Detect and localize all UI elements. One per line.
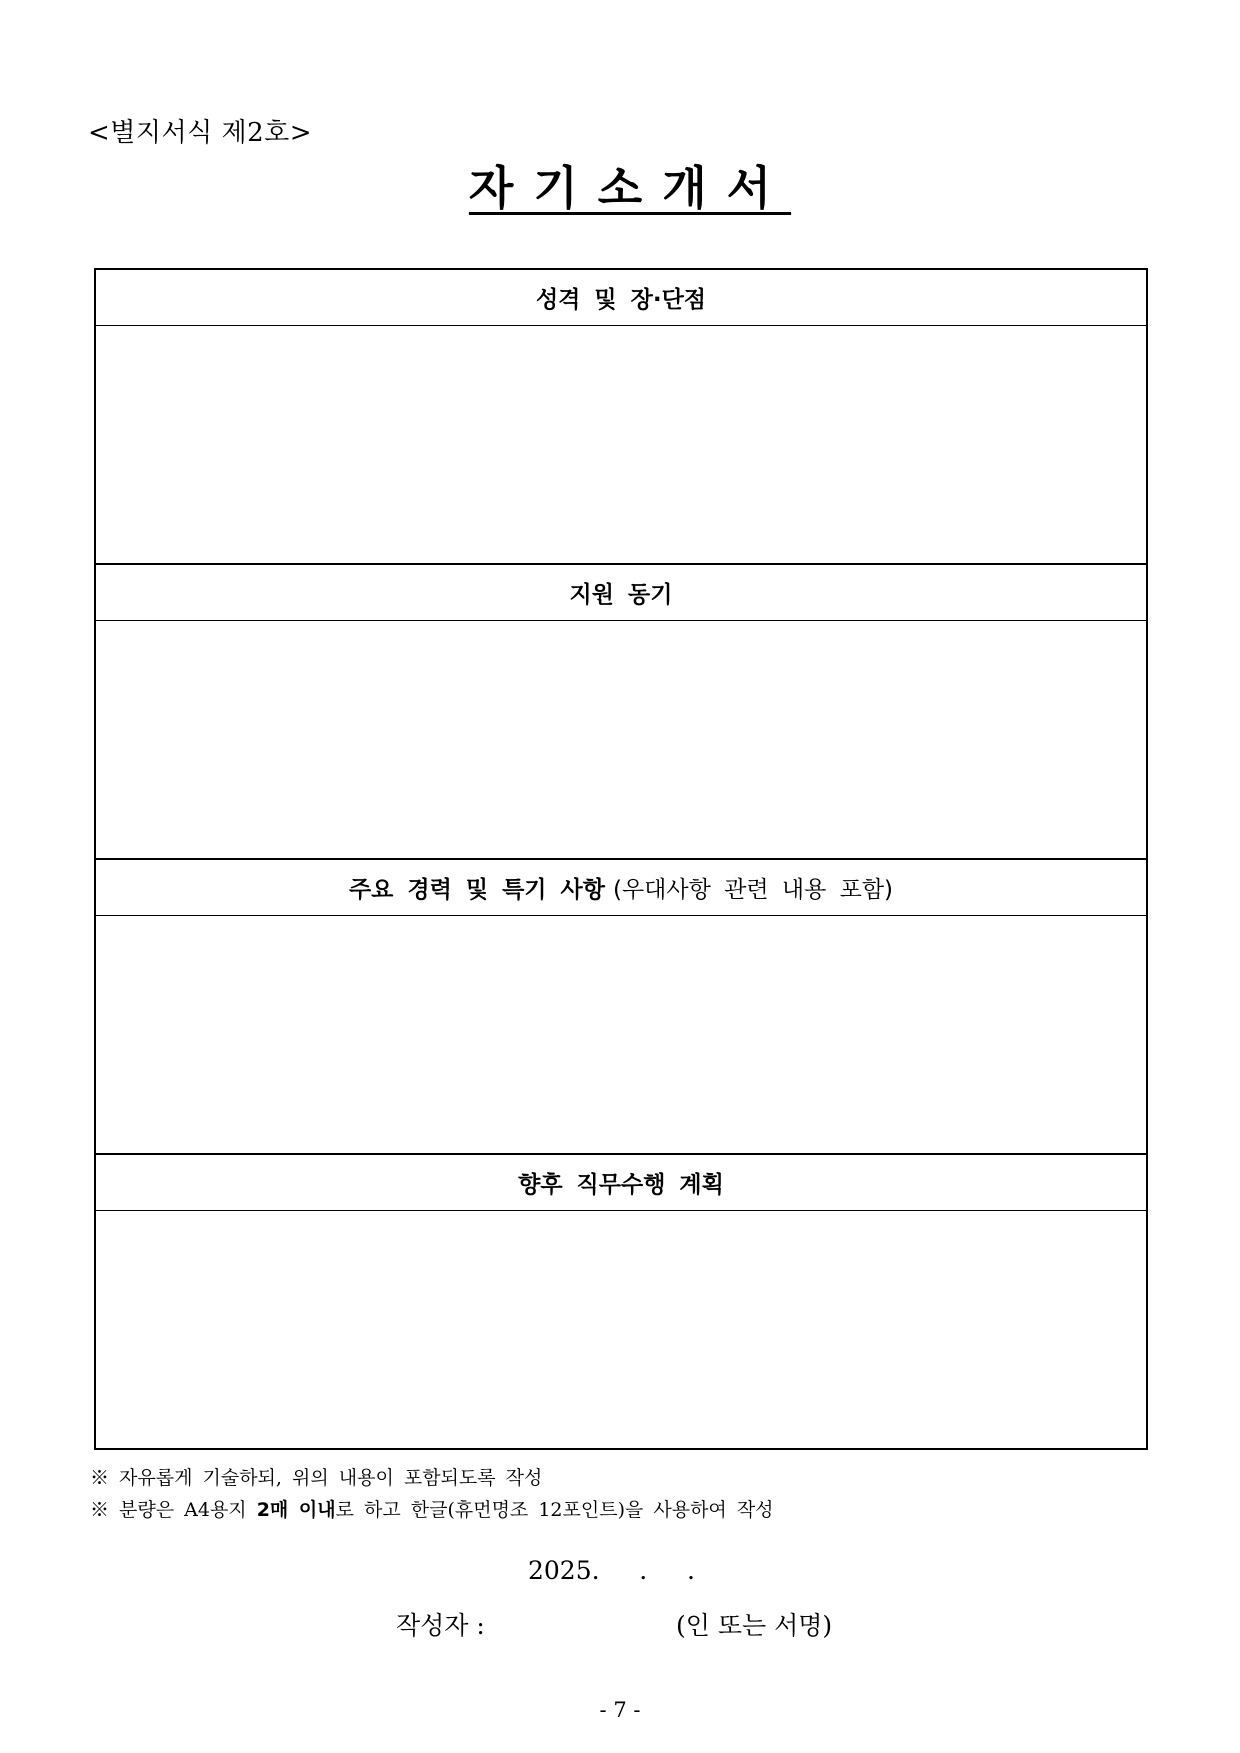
instruction-notes	[90, 1462, 774, 1526]
section-future-plan	[96, 1155, 1146, 1448]
form-number: <별지서식 제2호>	[88, 118, 313, 148]
document-title: 자기소개서	[468, 161, 792, 215]
note-text: 로 하고 한글(휴먼명조 12포인트)을 사용하여 작성	[335, 1499, 774, 1521]
section-title: 지원 동기	[569, 582, 673, 608]
section-body-future-plan[interactable]	[96, 1211, 1146, 1448]
section-motivation	[96, 565, 1146, 860]
section-body-experience[interactable]	[96, 916, 1146, 1153]
signer-line	[396, 1606, 832, 1642]
seal-label: (인 또는 서명)	[676, 1611, 833, 1640]
section-body-motivation[interactable]	[96, 621, 1146, 858]
self-introduction-table	[94, 268, 1148, 1450]
note-emphasis: 2매 이내	[256, 1499, 336, 1521]
section-header	[96, 860, 1146, 916]
section-body-personality[interactable]	[96, 326, 1146, 563]
note-line	[90, 1494, 774, 1526]
note-line: ※ 자유롭게 기술하되, 위의 내용이 포함되도록 작성	[90, 1467, 543, 1489]
section-title: 주요 경력 및 특기 사항	[348, 877, 605, 903]
note-text: ※ 분량은 A4용지	[90, 1499, 257, 1521]
date-line: 2025. . .	[528, 1556, 695, 1585]
signer-label: 작성자 :	[396, 1611, 485, 1640]
document-title-wrapper	[0, 152, 1240, 218]
section-header	[96, 565, 1146, 621]
section-header	[96, 270, 1146, 326]
section-title: 향후 직무수행 계획	[518, 1172, 724, 1198]
section-title: 성격 및 장·단점	[535, 287, 707, 313]
section-experience	[96, 860, 1146, 1155]
section-personality	[96, 270, 1146, 565]
section-subtitle: (우대사항 관련 내용 포함)	[612, 877, 894, 903]
section-header	[96, 1155, 1146, 1211]
page-number: - 7 -	[599, 1698, 641, 1722]
